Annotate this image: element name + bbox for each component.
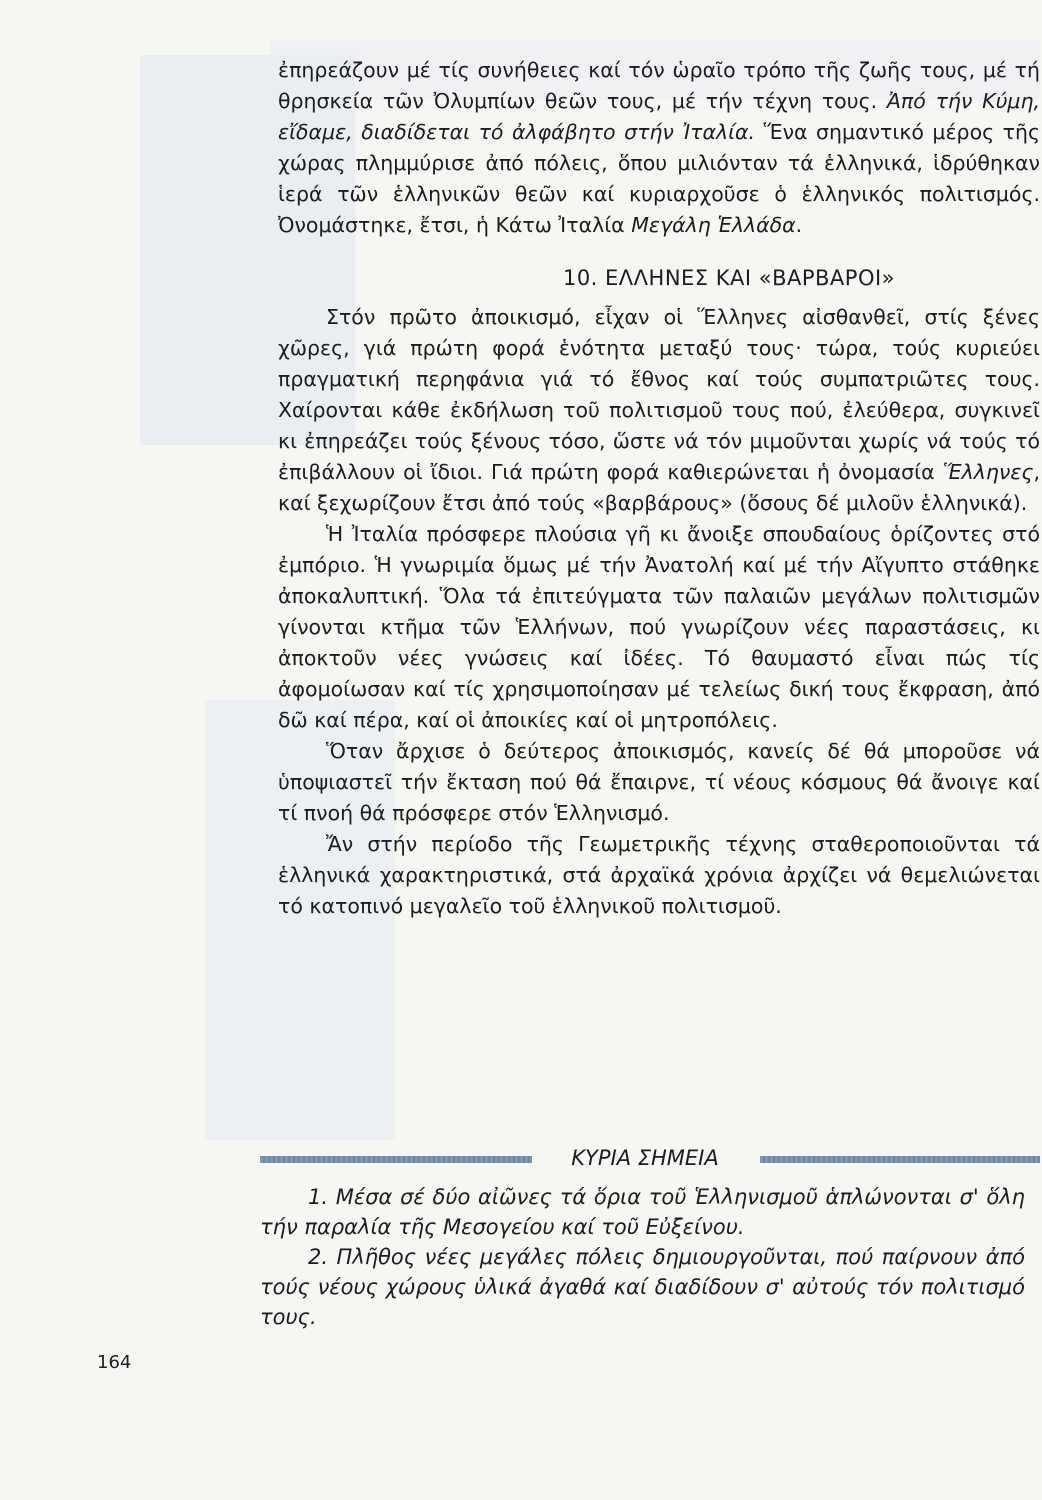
italic-text-segment: Μεγάλη Ἑλλάδα xyxy=(631,213,796,237)
italic-text-segment: Ἀπό τήν Κύμη, εἴδαμε, διαδίδεται τό ἀλφάβητο στήν Ἰταλία. xyxy=(278,89,1040,144)
text-segment: ἐπηρεάζουν μέ τίς συνήθειες καί τόν ὡραῖο τρόπο τῆς ζωῆς τους, μέ τή θρησκεία τῶν Ὀλυμπίων θεῶν τους, μέ τήν τέχνη τους. xyxy=(278,58,1040,113)
text-segment: . xyxy=(795,213,803,237)
page-number: 164 xyxy=(97,1352,132,1373)
paragraph-3 xyxy=(278,736,1040,829)
text-segment: Ἡ Ἰταλία πρόσφερε πλούσια γῆ κι ἄνοιξε σπουδαίους ὁρίζοντες στό ἐμπόριο. Ἡ γνωριμία ὅμως μέ τήν Ἀνατολή καί μέ τήν Αἴγυπτο στάθηκε ἀποκαλυπτική. Ὅλα τά ἐπιτεύγματα τῶν παλαιῶν μεγάλων πολιτισμῶν γίνονται κτῆμα τῶν Ἑλλήνων, πού γνωρίζουν νέες παραστάσεις, κι ἀποκτοῦν νέες γνώσεις καί ἰδέες. Τό θαυμαστό εἶναι πώς τίς ἀφομοίωσαν καί τίς χρησιμοποίησαν μέ τελείως δική τους ἔκφραση, ἀπό δῶ καί πέρα, καί οἱ ἀποικίες καί οἱ μητροπόλεις. xyxy=(278,522,1040,732)
paragraph-2 xyxy=(278,519,1040,736)
section-title: 10. ΕΛΛΗΝΕΣ ΚΑΙ «ΒΑΡΒΑΡΟΙ» xyxy=(562,266,896,290)
text-segment: , καί ξεχωρίζουν ἔτσι ἀπό τούς «βαρβάρους» (ὅσους δέ μιλοῦν ἑλληνικά). xyxy=(278,460,1040,515)
text-segment: Ὅταν ἄρχισε ὁ δεύτερος ἀποικισμός, κανείς δέ θά μποροῦσε νά ὑποψιαστεῖ τήν ἔκταση πού θά ἔπαιρνε, τί νέους κόσμους θά ἄνοιγε καί τί πνοή θά πρόσφερε στόν Ἑλληνισμό. xyxy=(278,739,1040,825)
body-text xyxy=(278,55,1040,922)
text-segment: Ἕνα σημαντικό μέρος τῆς χώρας πλημμύρισε ἀπό πόλεις, ὅπου μιλιόνταν τά ἑλληνικά, ἱδρύθηκαν ἱερά τῶν ἑλληνικῶν θεῶν καί κυριαρχοῦσε ὁ ἑλληνικός πολιτισμός. Ὀνομάστηκε, ἔτσι, ἡ Κάτω Ἰταλία xyxy=(278,120,1040,237)
key-points-rule-right xyxy=(760,1156,1040,1163)
key-points-list xyxy=(260,1182,1025,1332)
paragraph-4 xyxy=(278,829,1040,922)
key-points-rule-left xyxy=(260,1156,532,1163)
text-segment: Ἄν στήν περίοδο τῆς Γεωμετρικῆς τέχνης σταθεροποιοῦνται τά ἑλληνικά χαρακτηριστικά, στά ἀρχαϊκά χρόνια ἀρχίζει νά θεμελιώνεται τό κατοπινό μεγαλεῖο τοῦ ἑλληνικοῦ πολιτισμοῦ. xyxy=(278,832,1040,918)
key-point-item: 2. Πλῆθος νέες μεγάλες πόλεις δημιουργοῦνται, πού παίρνουν ἀπό τούς νέους χώρους ὑλικά ἀγαθά καί διαδίδουν σ' αὐτούς τόν πολιτισμό τους. xyxy=(260,1245,1025,1329)
key-points-header xyxy=(260,1140,1040,1176)
key-point-item: 1. Μέσα σέ δύο αἰῶνες τά ὅρια τοῦ Ἑλληνισμοῦ ἁπλώνονται σ' ὅλη τήν παραλία τῆς Μεσογείου καί τοῦ Εὐξείνου. xyxy=(260,1185,1025,1239)
paragraph-intro xyxy=(278,55,1040,241)
paragraph-1 xyxy=(278,302,1040,519)
italic-text-segment: Ἕλληνες xyxy=(942,460,1034,484)
text-segment: Στόν πρῶτο ἀποικισμό, εἶχαν οἱ Ἕλληνες αἰσθανθεῖ, στίς ξένες χῶρες, γιά πρώτη φορά ἑνότητα μεταξύ τους· τώρα, τούς κυριεύει πραγματική περηφάνια γιά τό ἔθνος καί τούς συμπατριῶτες τους. Χαίρονται κάθε ἐκδήλωση τοῦ πολιτισμοῦ τους πού, ἐλεύθερα, συγκινεῖ κι ἐπηρεάζει τούς ξένους τόσο, ὥστε νά τόν μιμοῦνται χωρίς νά τούς τό ἐπιβάλλουν οἱ ἴδιοι. Γιά πρώτη φορά καθιερώνεται ἡ ὀνομασία xyxy=(278,305,1040,484)
key-points-heading: ΚΥΡΙΑ ΣΗΜΕΙΑ xyxy=(571,1146,719,1170)
